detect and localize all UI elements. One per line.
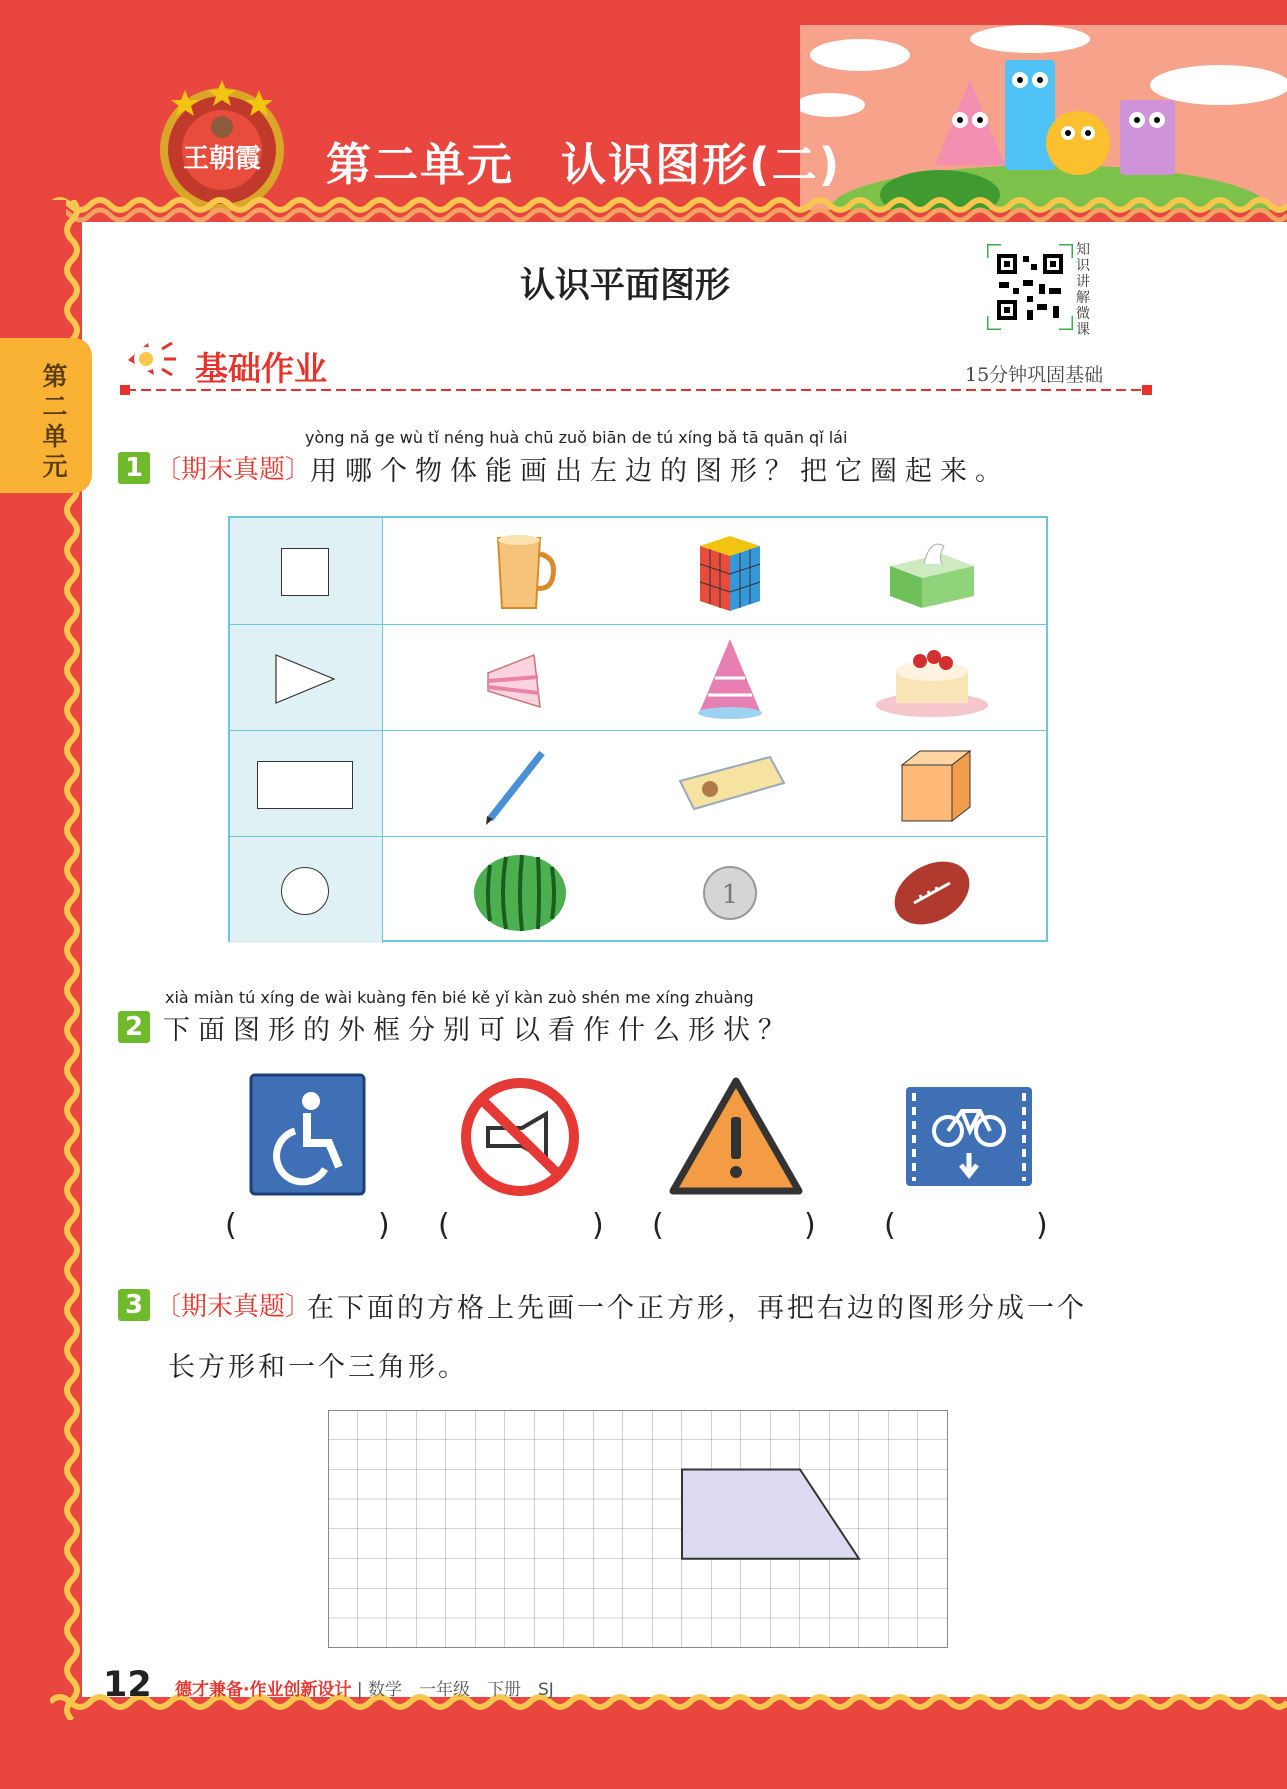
q3-text-line2: 长方形和一个三角形。 — [168, 1352, 468, 1383]
football-icon[interactable] — [872, 845, 992, 935]
answer-paren-close: ) — [592, 1208, 604, 1243]
watermelon-icon[interactable] — [460, 845, 580, 935]
table-row — [230, 836, 1046, 943]
svg-text:1: 1 — [721, 880, 739, 910]
table-row — [230, 730, 1046, 837]
lesson-title: 认识平面图形 — [520, 266, 731, 306]
cake-slice-icon[interactable] — [460, 633, 580, 723]
answer-blank-2[interactable] — [462, 1212, 584, 1246]
answer-blank-4[interactable] — [908, 1212, 1030, 1246]
unit-side-tab — [0, 338, 92, 493]
cube-icon[interactable] — [872, 739, 992, 829]
answer-paren-open: ( — [225, 1208, 237, 1243]
answer-blank-1[interactable] — [250, 1212, 370, 1246]
footer-info: 数学 一年级 下册 SJ — [368, 1680, 554, 1700]
cartoon-mascots-illustration — [800, 25, 1287, 210]
logo-text: 王朝霞 — [182, 144, 262, 174]
triangle-shape — [274, 653, 338, 705]
bicycle-lane-sign-icon[interactable] — [904, 1085, 1034, 1188]
tissue-box-icon[interactable] — [872, 526, 992, 616]
qr-code-icon[interactable] — [987, 244, 1073, 330]
cup-icon[interactable] — [460, 526, 580, 616]
table-row — [230, 624, 1046, 731]
section-title: 基础作业 — [195, 349, 327, 388]
q2-pinyin: xià miàn tú xíng de wài kuàng fēn bié kě yǐ kàn zuò shén me xíng zhuàng — [165, 988, 754, 1007]
megaphone-icon — [118, 335, 183, 385]
q3-tag: 〔期末真题〕 — [155, 1292, 312, 1322]
wheelchair-sign-icon[interactable] — [249, 1073, 366, 1196]
party-hat-icon[interactable] — [670, 633, 790, 723]
q2-number: 2 — [118, 1011, 150, 1043]
brand-logo-badge — [155, 75, 290, 215]
table-row — [230, 518, 1046, 624]
q3-text-line1: 在下面的方格上先画一个正方形，再把右边的图形分成一个 — [307, 1293, 1087, 1324]
q1-tag: 〔期末真题〕 — [155, 455, 312, 485]
wavy-border-top — [50, 195, 1287, 225]
section-subtitle: 15分钟巩固基础 — [965, 364, 1104, 386]
answer-paren-open: ( — [652, 1208, 664, 1243]
answer-paren-open: ( — [438, 1208, 450, 1243]
q1-text: 用哪个物体能画出左边的图形？把它圈起来。 — [310, 456, 1010, 487]
shape-object-table — [228, 516, 1048, 942]
drawing-grid[interactable] — [328, 1410, 948, 1648]
answer-paren-close: ) — [378, 1208, 390, 1243]
q3-number: 3 — [118, 1289, 150, 1321]
warning-sign-icon[interactable] — [667, 1075, 805, 1196]
circle-shape — [281, 867, 329, 915]
section-divider — [120, 384, 1160, 396]
footer-brand: 德才兼备·作业创新设计 — [175, 1680, 352, 1700]
unit-title: 第二单元 认识图形(二) — [326, 138, 842, 191]
coin-icon[interactable] — [670, 845, 790, 935]
footer-text: 德才兼备·作业创新设计 | 数学 一年级 下册 SJ — [175, 1680, 554, 1700]
pencil-icon[interactable] — [460, 739, 580, 829]
side-tab-label: 第二单元 — [42, 362, 68, 481]
rectangle-shape — [257, 761, 353, 809]
square-shape — [281, 548, 329, 596]
round-cake-icon[interactable] — [872, 633, 992, 723]
q1-pinyin: yòng nǎ ge wù tǐ néng huà chū zuǒ biān de tú xíng bǎ tā quān qǐ lái — [305, 428, 848, 447]
answer-paren-close: ) — [804, 1208, 816, 1243]
q2-text: 下面图形的外框分别可以看作什么形状？ — [163, 1015, 793, 1046]
shape-cell — [230, 731, 383, 837]
q1-number: 1 — [118, 452, 150, 484]
answer-paren-open: ( — [884, 1208, 896, 1243]
shape-cell — [230, 837, 383, 943]
pencil-case-icon[interactable] — [670, 739, 790, 829]
no-horn-sign-icon[interactable] — [460, 1078, 580, 1196]
shape-cell — [230, 518, 383, 624]
page-number: 12 — [103, 1665, 152, 1705]
answer-paren-close: ) — [1036, 1208, 1048, 1243]
qr-label: 知识讲解微课 — [1076, 242, 1090, 338]
rubiks-cube-icon[interactable] — [670, 526, 790, 616]
shape-cell — [230, 625, 383, 731]
answer-blank-3[interactable] — [676, 1212, 798, 1246]
